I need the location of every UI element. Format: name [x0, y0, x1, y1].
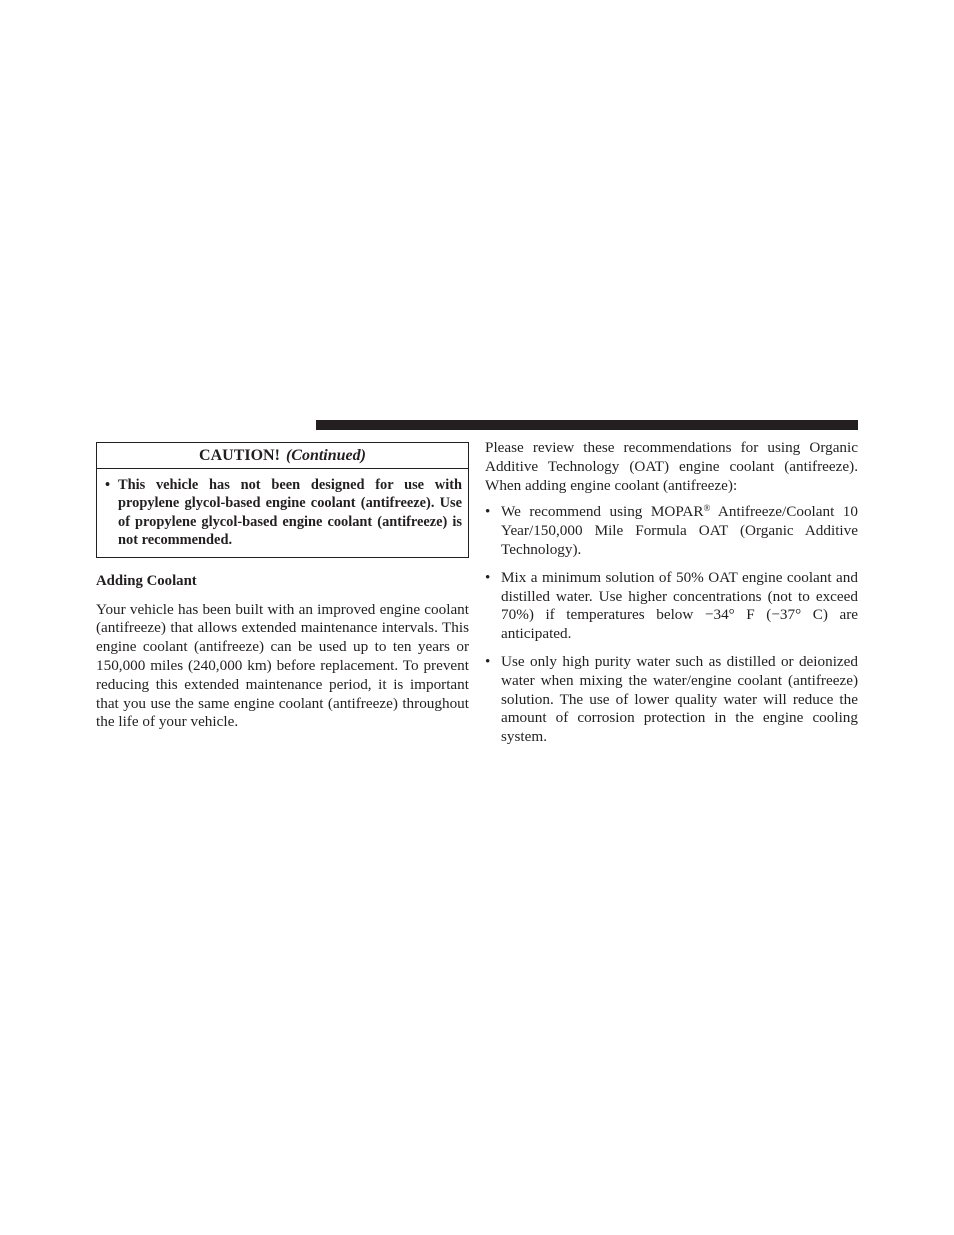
list-item: [485, 569, 858, 644]
adding-coolant-paragraph: Your vehicle has been built with an improved engine coolant (antifreeze) that allows extended maintenance intervals. This engine coolant (antifreeze) can be used up to ten years or 150,000 miles (240,000 km) before replacement. To prevent reducing this extended maintenance period, it is important that you use the same engine coolant (antifreeze) throughout the life of your vehicle.: [96, 600, 469, 731]
right-column: [485, 439, 858, 756]
bullet-dot: •: [485, 568, 491, 586]
list-item: [485, 653, 858, 747]
list-item: [485, 503, 858, 559]
caution-bullet-item: [105, 476, 462, 550]
recommendations-list: [485, 503, 858, 747]
list-item-text: [501, 503, 858, 559]
caution-bullet-text: This vehicle has not been designed for use with propylene glycol-based engine coolant (antifreeze). Use of propylene glycol-based engine coolant (antifreeze) is not recommended.: [118, 477, 462, 549]
caution-title: CAUTION!: [199, 447, 280, 464]
left-column: [96, 442, 469, 732]
mopar-product-text: Antifreeze/Coolant 10 Year/150,000 Mile Formula OAT (Organic Additive Technology).: [501, 503, 858, 558]
list-item-text: Use only high purity water such as distilled or deionized water when mixing the water/engine coolant (antifreeze) solution. The use of lower quality water will reduce the amount of corrosion protection in the engine cooling system.: [501, 652, 858, 746]
caution-body: [97, 469, 468, 557]
caution-header: [97, 443, 468, 469]
mopar-text: We recommend using MOPAR: [501, 503, 704, 521]
bullet-dot: •: [485, 652, 491, 670]
bullet-dot: •: [485, 503, 491, 521]
list-item-text: Mix a minimum solution of 50% OAT engine coolant and distilled water. Use higher concentrations (not to exceed 70%) if temperatures below −34° F (−37° C) are anticipated.: [501, 568, 858, 643]
section-header-bar: [316, 420, 858, 430]
caution-box: [96, 442, 469, 558]
recommendations-intro: Please review these recommendations for using Organic Additive Technology (OAT) engine coolant (antifreeze). When adding engine coolant (antifreeze):: [485, 439, 858, 494]
caution-continued: (Continued): [285, 447, 366, 464]
section-heading: Adding Coolant: [96, 572, 197, 589]
bullet-dot: •: [105, 477, 111, 493]
registered-mark: ®: [703, 503, 711, 514]
